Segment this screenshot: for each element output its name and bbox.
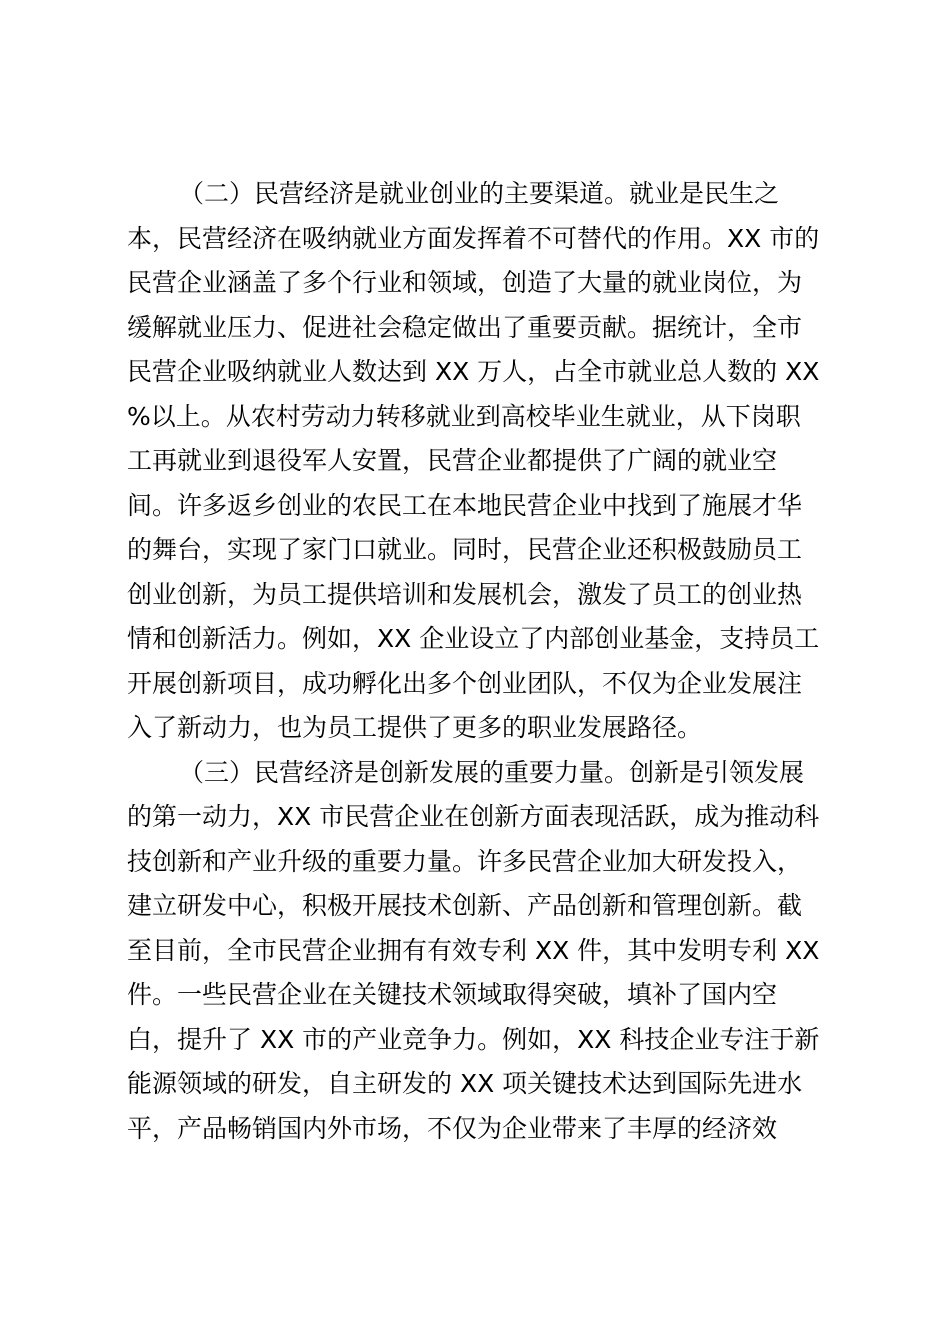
paragraph-1-line-13: 入了新动力，也为员工提供了更多的职业发展路径。 (127, 713, 703, 742)
paragraph-2-line-9: 平，产品畅销国内外市场，不仅为企业带来了丰厚的经济效 (127, 1113, 778, 1143)
paragraph-1-line-9: 的舞台，实现了家门口就业。同时，民营企业还积极鼓励员工 (127, 535, 803, 564)
paragraph-2-line-7: 白，提升了 XX 市的产业竞争力。例如，XX 科技企业专注于新 (127, 1024, 820, 1054)
paragraph-1-line-10: 创业创新，为员工提供培训和发展机会，激发了员工的创业热 (127, 579, 803, 609)
paragraph-2-line-3: 技创新和产业升级的重要力量。许多民营企业加大研发投入， (127, 846, 803, 876)
paragraph-2-line-8: 能源领域的研发，自主研发的 XX 项关键技术达到国际先进水 (127, 1069, 803, 1098)
paragraph-1-line-6: %以上。从农村劳动力转移就业到高校毕业生就业，从下岗职 (127, 401, 801, 431)
paragraph-2-line-5: 至目前，全市民营企业拥有有效专利 XX 件，其中发明专利 XX (127, 935, 820, 965)
paragraph-1-line-7: 工再就业到退役军人安置，民营企业都提供了广阔的就业空 (127, 446, 778, 475)
paragraph-1-line-11: 情和创新活力。例如，XX 企业设立了内部创业基金，支持员工 (127, 624, 820, 653)
paragraph-2-line-1: （三）民营经济是创新发展的重要力量。创新是引领发展 (179, 757, 805, 787)
paragraph-1-line-5: 民营企业吸纳就业人数达到 XX 万人，占全市就业总人数的 XX (127, 357, 820, 386)
paragraph-1-line-8: 间。许多返乡创业的农民工在本地民营企业中找到了施展才华 (127, 490, 803, 520)
paragraph-1-line-3: 民营企业涵盖了多个行业和领域，创造了大量的就业岗位，为 (127, 268, 803, 297)
paragraph-2-line-4: 建立研发中心，积极开展技术创新、产品创新和管理创新。截 (127, 891, 803, 920)
paragraph-1-line-1: （二）民营经济是就业创业的主要渠道。就业是民生之 (179, 179, 780, 208)
paragraph-1-line-2: 本，民营经济在吸纳就业方面发挥着不可替代的作用。XX 市的 (127, 223, 820, 253)
paragraph-2-line-6: 件。一些民营企业在关键技术领域取得突破，填补了国内空 (127, 980, 778, 1009)
paragraph-1-line-12: 开展创新项目，成功孵化出多个创业团队，不仅为企业发展注 (127, 668, 803, 698)
body-text (127, 172, 833, 1151)
paragraph-1-line-4: 缓解就业压力、促进社会稳定做出了重要贡献。据统计，全市 (127, 312, 803, 342)
paragraph-2-line-2: 的第一动力，XX 市民营企业在创新方面表现活跃，成为推动科 (127, 802, 820, 831)
